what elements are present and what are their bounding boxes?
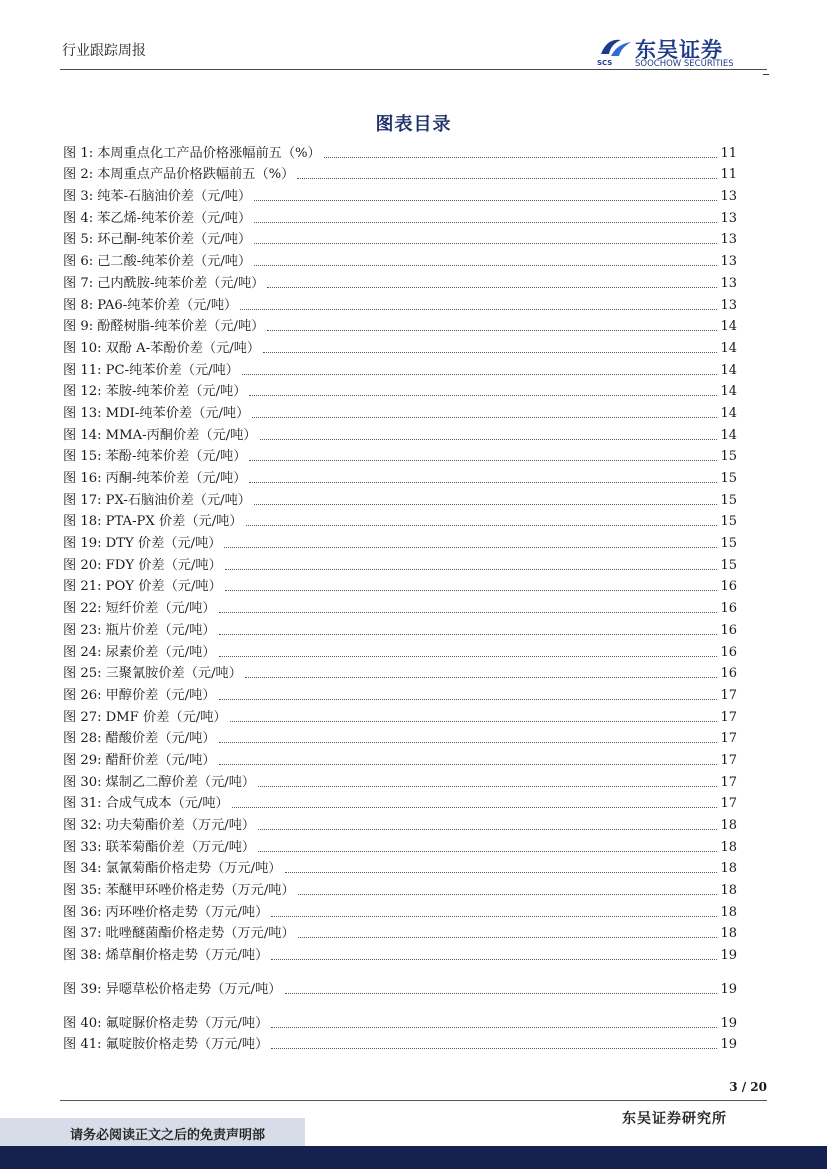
toc-entry-title: 功夫菊酯价差（万元/吨） [105, 818, 256, 833]
toc-figure-number: 图 21: [63, 579, 102, 595]
toc-figure-number: 图 27: [63, 709, 102, 725]
toc-page-number: 17 [720, 687, 737, 703]
toc-page-number: 15 [720, 492, 737, 508]
toc-page-number: 19 [720, 1015, 737, 1031]
toc-leader-dots [254, 265, 717, 266]
toc-entry[interactable] [63, 205, 737, 227]
toc-figure-number: 图 11: [63, 362, 102, 378]
footer-disclaimer: 请务必阅读正文之后的免责声明部 [70, 1128, 266, 1143]
toc-page-number: 14 [720, 340, 737, 356]
toc-entry-title: 煤制乙二醇价差（元/吨） [105, 774, 256, 790]
brand-name-en: SOOCHOW SECURITIES [635, 59, 734, 69]
toc-leader-dots [249, 460, 717, 461]
toc-figure-number: 图 22: [63, 601, 102, 617]
toc-entry-title: MMA-丙酮价差（元/吨） [105, 427, 257, 443]
toc-entry[interactable] [63, 704, 737, 726]
footer-bar [0, 1146, 827, 1169]
toc-entry[interactable] [63, 726, 737, 748]
footer-organization: 东吴证券研究所 [622, 1111, 727, 1127]
toc-page-number: 17 [720, 709, 737, 725]
toc-entry[interactable] [63, 856, 737, 878]
toc-page-number: 14 [720, 319, 737, 335]
toc-figure-number: 图 40: [63, 1015, 102, 1031]
toc-figure-number: 图 37: [63, 926, 102, 942]
toc-page-number: 15 [720, 449, 737, 465]
toc-entry-title: DTY 价差（元/吨） [105, 536, 222, 552]
toc-page-number: 16 [720, 622, 737, 638]
report-type-label: 行业跟踪周报 [62, 43, 146, 59]
toc-figure-number: 图 1: [63, 145, 94, 161]
toc-leader-dots [219, 742, 718, 743]
footer-divider [60, 1100, 767, 1101]
toc-list [63, 140, 737, 1053]
toc-entry[interactable] [63, 942, 737, 964]
toc-entry-title: 本周重点化工产品价格涨幅前五（%） [97, 145, 321, 161]
toc-entry[interactable] [63, 595, 737, 617]
toc-page-number: 14 [720, 405, 737, 421]
toc-page-number: 14 [720, 427, 737, 443]
toc-page-number: 17 [720, 752, 737, 768]
toc-page-number: 11 [720, 145, 737, 161]
toc-entry-title: PA6-纯苯价差（元/吨） [97, 297, 238, 313]
toc-figure-number: 图 5: [63, 232, 94, 248]
toc-leader-dots [219, 699, 718, 700]
toc-figure-number: 图 15: [63, 449, 102, 465]
toc-entry[interactable] [63, 530, 737, 552]
toc-leader-dots [297, 178, 717, 179]
toc-entry-title: 短纤价差（元/吨） [105, 601, 216, 617]
toc-page-number: 15 [720, 536, 737, 552]
toc-entry[interactable] [63, 574, 737, 596]
toc-entry-title: 氟啶脲价格走势（万元/吨） [105, 1015, 269, 1031]
toc-figure-number: 图 34: [63, 861, 102, 877]
toc-entry[interactable] [63, 357, 737, 379]
toc-entry[interactable] [63, 552, 737, 574]
toc-entry-title: 烯草酮价格走势（万元/吨） [105, 948, 269, 964]
header-divider [60, 69, 767, 70]
toc-entry[interactable] [63, 769, 737, 791]
toc-entry[interactable] [63, 140, 737, 162]
toc-figure-number: 图 29: [63, 752, 102, 768]
toc-entry-title: 己内酰胺-纯苯价差（元/吨） [97, 275, 265, 291]
toc-entry-title: 苯胺-纯苯价差（元/吨） [105, 384, 247, 400]
toc-leader-dots [254, 200, 717, 201]
toc-entry[interactable] [63, 444, 737, 466]
toc-leader-dots [263, 352, 717, 353]
toc-entry[interactable] [63, 248, 737, 270]
toc-figure-number: 图 32: [63, 818, 102, 833]
toc-leader-dots [219, 656, 718, 657]
toc-leader-dots [271, 1048, 717, 1049]
toc-leader-dots [249, 395, 717, 396]
toc-figure-number: 图 23: [63, 622, 102, 638]
toc-entry[interactable] [63, 227, 737, 249]
toc-leader-dots [225, 569, 718, 570]
toc-figure-number: 图 35: [63, 883, 102, 899]
toc-leader-dots [249, 482, 717, 483]
toc-entry[interactable] [63, 487, 737, 509]
toc-leader-dots [324, 157, 718, 158]
toc-figure-number: 图 4: [63, 210, 94, 226]
toc-entry-title: 本周重点产品价格跌幅前五（%） [97, 167, 295, 183]
toc-leader-dots [267, 287, 717, 288]
toc-leader-dots [298, 937, 718, 938]
toc-entry-title: 苯酚-纯苯价差（元/吨） [105, 449, 247, 465]
toc-figure-number: 图 13: [63, 405, 102, 421]
toc-entry-title: 氟啶胺价格走势（万元/吨） [105, 1037, 269, 1053]
soochow-logo-icon [597, 34, 633, 60]
toc-entry[interactable] [63, 1010, 737, 1032]
toc-leader-dots [258, 829, 717, 830]
toc-page-number: 13 [720, 232, 737, 248]
toc-leader-dots [245, 677, 718, 678]
toc-entry[interactable] [63, 921, 737, 943]
toc-leader-dots [271, 1027, 717, 1028]
toc-figure-number: 图 17: [63, 492, 102, 508]
toc-figure-number: 图 41: [63, 1037, 102, 1053]
toc-entry-title: 双酚 A-苯酚价差（元/吨） [105, 340, 261, 356]
toc-leader-dots [254, 222, 717, 223]
toc-leader-dots [258, 786, 717, 787]
toc-entry-title: 酚醛树脂-纯苯价差（元/吨） [97, 319, 265, 335]
toc-entry[interactable] [63, 509, 737, 531]
toc-entry-title: 甲醇价差（元/吨） [105, 687, 216, 703]
toc-leader-dots [232, 807, 718, 808]
toc-entry-title: 合成气成本（元/吨） [105, 796, 229, 812]
toc-figure-number: 图 6: [63, 254, 94, 270]
toc-page-number: 18 [720, 904, 737, 920]
toc-leader-dots [285, 993, 718, 994]
toc-entry[interactable] [63, 162, 737, 184]
toc-page-number: 15 [720, 557, 737, 573]
toc-leader-dots [254, 243, 717, 244]
toc-entry[interactable] [63, 270, 737, 292]
toc-entry[interactable] [63, 639, 737, 661]
toc-entry[interactable] [63, 834, 737, 856]
toc-entry[interactable] [63, 899, 737, 921]
toc-leader-dots [267, 330, 717, 331]
brand-name-cn: 东吴证券 [635, 38, 723, 62]
toc-figure-number: 图 8: [63, 297, 94, 313]
toc-figure-number: 图 20: [63, 557, 102, 573]
page-number: 3 / 20 [729, 1080, 767, 1094]
toc-page-number: 19 [720, 1037, 737, 1053]
toc-entry-title: 三聚氰胺价差（元/吨） [105, 666, 242, 682]
toc-page-number: 18 [720, 883, 737, 899]
toc-leader-dots [219, 634, 718, 635]
toc-title: 图表目录 [375, 114, 452, 135]
toc-page-number: 18 [720, 861, 737, 877]
toc-entry-title: 己二酸-纯苯价差（元/吨） [97, 254, 252, 270]
toc-entry[interactable] [63, 465, 737, 487]
toc-leader-dots [258, 851, 717, 852]
toc-entry-title: 尿素价差（元/吨） [105, 644, 216, 660]
toc-entry[interactable] [63, 661, 737, 683]
toc-page-number: 17 [720, 774, 737, 790]
toc-leader-dots [240, 309, 717, 310]
toc-entry[interactable] [63, 400, 737, 422]
toc-figure-number: 图 28: [63, 731, 102, 747]
toc-page-number: 13 [720, 275, 737, 291]
toc-entry[interactable] [63, 812, 737, 834]
toc-leader-dots [219, 612, 718, 613]
toc-entry-title: 苯乙烯-纯苯价差（元/吨） [97, 210, 252, 226]
toc-leader-dots [271, 916, 717, 917]
toc-figure-number: 图 18: [63, 514, 102, 530]
toc-entry-title: 氯氰菊酯价格走势（万元/吨） [105, 861, 282, 877]
toc-leader-dots [260, 439, 718, 440]
toc-page-number: 15 [720, 514, 737, 530]
toc-page-number: 13 [720, 254, 737, 270]
toc-entry[interactable] [63, 976, 737, 998]
toc-figure-number: 图 16: [63, 471, 102, 486]
toc-figure-number: 图 7: [63, 275, 94, 291]
toc-figure-number: 图 10: [63, 340, 102, 356]
toc-figure-number: 图 31: [63, 796, 102, 812]
toc-leader-dots [225, 590, 718, 591]
toc-figure-number: 图 14: [63, 427, 102, 443]
toc-entry-title: 纯苯-石脑油价差（元/吨） [97, 189, 252, 205]
toc-entry[interactable] [63, 791, 737, 813]
toc-page-number: 16 [720, 666, 737, 682]
toc-entry-title: 醋酸价差（元/吨） [105, 731, 216, 747]
toc-entry[interactable] [63, 379, 737, 401]
toc-leader-dots [242, 374, 717, 375]
toc-entry-title: PX-石脑油价差（元/吨） [105, 492, 251, 508]
toc-entry-title: POY 价差（元/吨） [105, 579, 222, 595]
toc-entry[interactable] [63, 747, 737, 769]
toc-page-number: 18 [720, 926, 737, 942]
toc-figure-number: 图 39: [63, 981, 102, 997]
toc-figure-number: 图 24: [63, 644, 102, 660]
toc-leader-dots [298, 894, 718, 895]
toc-figure-number: 图 25: [63, 666, 102, 682]
brand-abbr: SCS [597, 59, 613, 67]
toc-leader-dots [246, 525, 718, 526]
toc-entry-title: 瓶片价差（元/吨） [105, 622, 216, 638]
header-tick-mark [763, 74, 769, 75]
toc-page-number: 14 [720, 384, 737, 400]
toc-figure-number: 图 12: [63, 384, 102, 400]
toc-entry-title: 丙环唑价格走势（万元/吨） [105, 904, 269, 920]
toc-figure-number: 图 2: [63, 167, 94, 183]
brand-logo [595, 34, 770, 72]
toc-figure-number: 图 9: [63, 319, 94, 335]
toc-page-number: 17 [720, 796, 737, 812]
toc-figure-number: 图 38: [63, 948, 102, 964]
toc-entry[interactable] [63, 314, 737, 336]
toc-page-number: 13 [720, 189, 737, 205]
toc-page-number: 18 [720, 839, 737, 855]
toc-entry-title: FDY 价差（元/吨） [105, 557, 222, 573]
toc-page-number: 13 [720, 210, 737, 226]
toc-leader-dots [224, 547, 717, 548]
toc-figure-number: 图 19: [63, 536, 102, 552]
toc-entry-title: PTA-PX 价差（元/吨） [105, 514, 243, 530]
toc-entry-title: DMF 价差（元/吨） [105, 709, 227, 725]
toc-leader-dots [271, 959, 717, 960]
toc-page-number: 16 [720, 644, 737, 660]
toc-page-number: 19 [720, 948, 737, 964]
toc-entry[interactable] [63, 292, 737, 314]
toc-entry[interactable] [63, 422, 737, 444]
toc-leader-dots [285, 872, 718, 873]
toc-page-number: 17 [720, 731, 737, 747]
toc-entry-title: 异噁草松价格走势（万元/吨） [105, 981, 282, 997]
toc-figure-number: 图 3: [63, 189, 94, 205]
toc-leader-dots [219, 764, 718, 765]
toc-entry-title: MDI-纯苯价差（元/吨） [105, 405, 250, 421]
toc-page-number: 15 [720, 471, 737, 486]
toc-entry[interactable] [63, 682, 737, 704]
toc-entry[interactable] [63, 877, 737, 899]
toc-page-number: 18 [720, 818, 737, 833]
toc-entry[interactable] [63, 617, 737, 639]
toc-entry[interactable] [63, 1032, 737, 1054]
toc-leader-dots [254, 504, 717, 505]
toc-entry[interactable] [63, 183, 737, 205]
toc-entry-title: 苯醚甲环唑价格走势（万元/吨） [105, 883, 295, 899]
toc-entry[interactable] [63, 335, 737, 357]
toc-figure-number: 图 33: [63, 839, 102, 855]
toc-entry-title: 吡唑醚菌酯价格走势（万元/吨） [105, 926, 295, 942]
toc-leader-dots [252, 417, 717, 418]
toc-entry-title: PC-纯苯价差（元/吨） [105, 362, 239, 378]
toc-page-number: 13 [720, 297, 737, 313]
toc-entry-title: 联苯菊酯价差（万元/吨） [105, 839, 256, 855]
toc-page-number: 14 [720, 362, 737, 378]
toc-figure-number: 图 36: [63, 904, 102, 920]
toc-leader-dots [230, 721, 718, 722]
toc-entry-title: 醋酐价差（元/吨） [105, 752, 216, 768]
toc-page-number: 11 [720, 167, 737, 183]
toc-figure-number: 图 30: [63, 774, 102, 790]
toc-entry-title: 环己酮-纯苯价差（元/吨） [97, 232, 252, 248]
toc-page-number: 16 [720, 601, 737, 617]
toc-entry-title: 丙酮-纯苯价差（元/吨） [105, 471, 247, 486]
toc-figure-number: 图 26: [63, 687, 102, 703]
toc-page-number: 19 [720, 981, 737, 997]
toc-page-number: 16 [720, 579, 737, 595]
